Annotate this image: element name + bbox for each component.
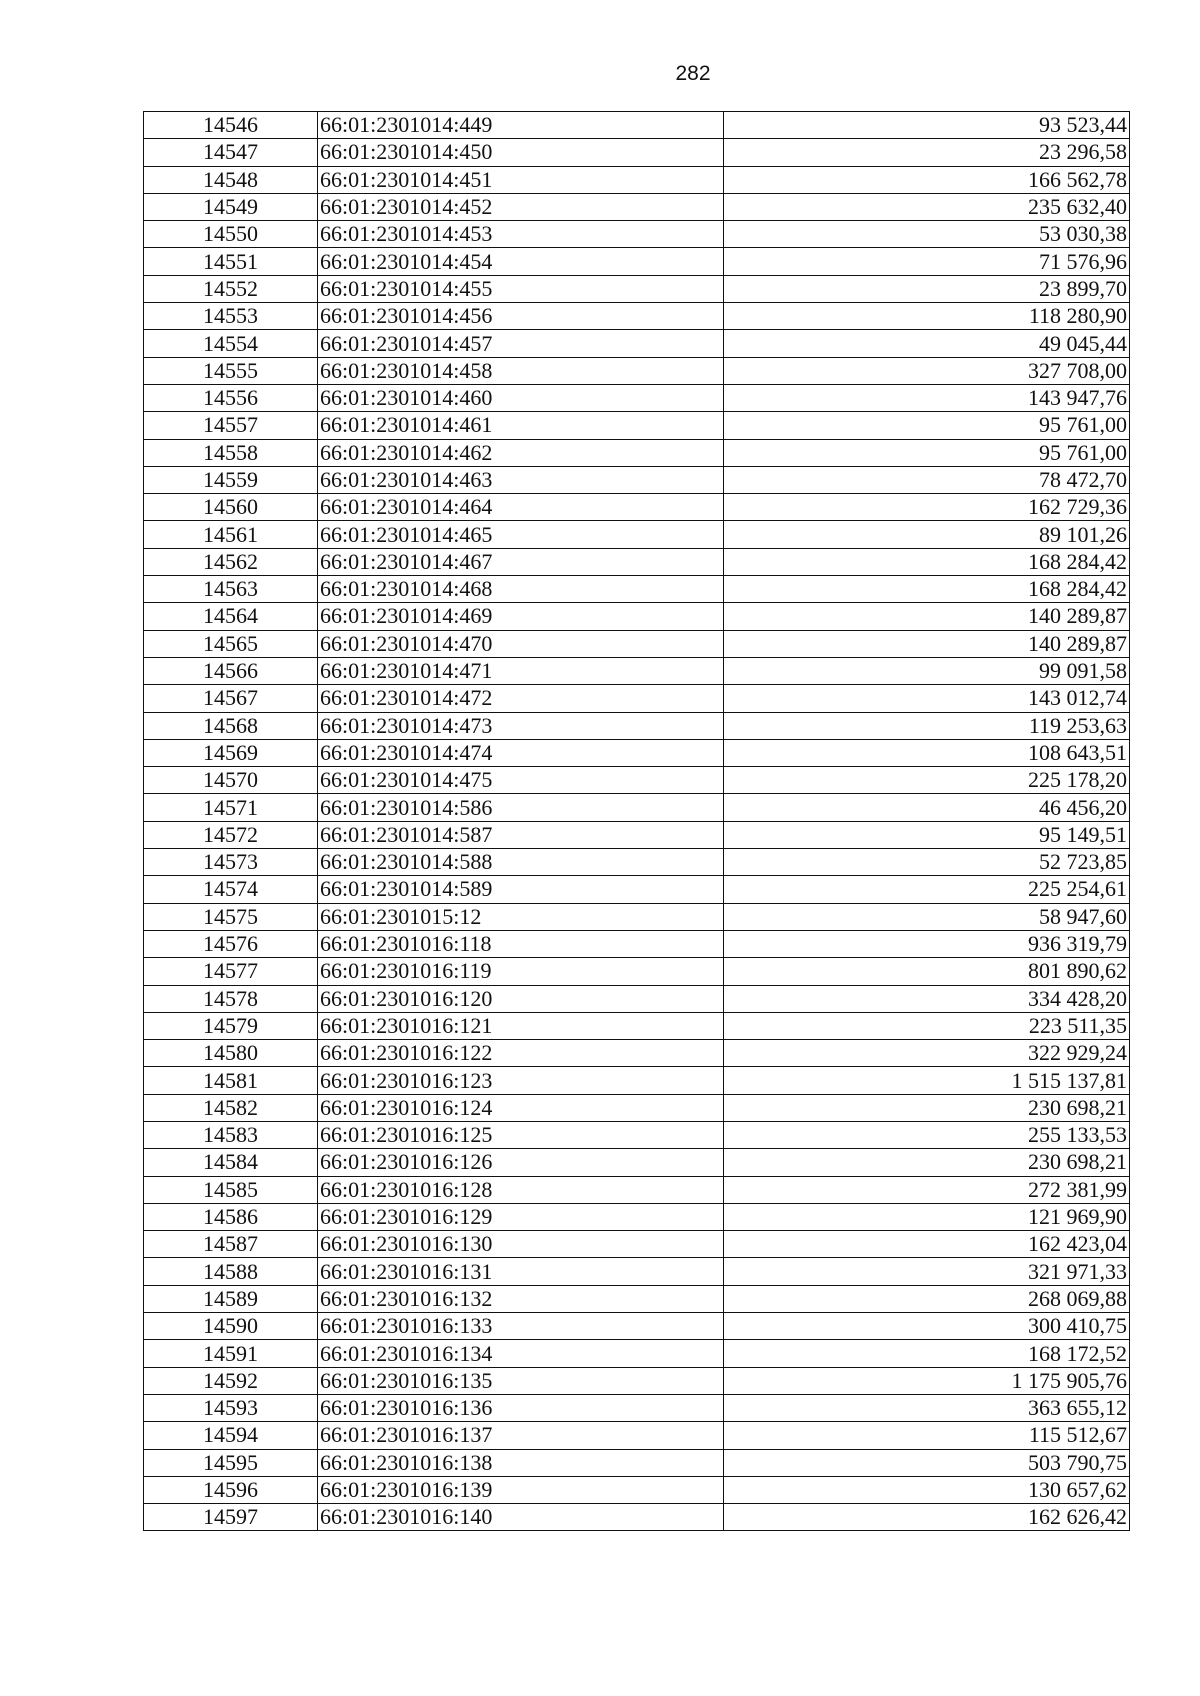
cadastral-number: 66:01:2301014:455 bbox=[318, 275, 724, 302]
value-amount: 162 423,04 bbox=[724, 1231, 1130, 1258]
table-row bbox=[144, 275, 1130, 302]
value-amount: 130 657,62 bbox=[724, 1476, 1130, 1503]
value-amount: 327 708,00 bbox=[724, 357, 1130, 384]
table-row bbox=[144, 357, 1130, 384]
value-amount: 168 172,52 bbox=[724, 1340, 1130, 1367]
row-number: 14588 bbox=[144, 1258, 318, 1285]
table-row bbox=[144, 1476, 1130, 1503]
table-row bbox=[144, 1449, 1130, 1476]
table-row bbox=[144, 1067, 1130, 1094]
value-amount: 936 319,79 bbox=[724, 930, 1130, 957]
row-number: 14586 bbox=[144, 1203, 318, 1230]
value-amount: 268 069,88 bbox=[724, 1285, 1130, 1312]
table-row bbox=[144, 303, 1130, 330]
row-number: 14547 bbox=[144, 139, 318, 166]
table-row bbox=[144, 384, 1130, 411]
cadastral-number: 66:01:2301016:129 bbox=[318, 1203, 724, 1230]
value-amount: 99 091,58 bbox=[724, 657, 1130, 684]
row-number: 14594 bbox=[144, 1422, 318, 1449]
table-row bbox=[144, 330, 1130, 357]
row-number: 14581 bbox=[144, 1067, 318, 1094]
table-row bbox=[144, 1504, 1130, 1531]
row-number: 14567 bbox=[144, 685, 318, 712]
cadastral-number: 66:01:2301014:456 bbox=[318, 303, 724, 330]
row-number: 14549 bbox=[144, 193, 318, 220]
cadastral-number: 66:01:2301014:454 bbox=[318, 248, 724, 275]
cadastral-number: 66:01:2301016:130 bbox=[318, 1231, 724, 1258]
row-number: 14553 bbox=[144, 303, 318, 330]
cadastral-number: 66:01:2301016:135 bbox=[318, 1367, 724, 1394]
table-row bbox=[144, 739, 1130, 766]
table-row bbox=[144, 1258, 1130, 1285]
value-amount: 230 698,21 bbox=[724, 1149, 1130, 1176]
value-amount: 140 289,87 bbox=[724, 630, 1130, 657]
cadastral-number: 66:01:2301014:473 bbox=[318, 712, 724, 739]
row-number: 14562 bbox=[144, 548, 318, 575]
value-amount: 223 511,35 bbox=[724, 1012, 1130, 1039]
table-row bbox=[144, 712, 1130, 739]
table-row bbox=[144, 521, 1130, 548]
cadastral-number: 66:01:2301016:133 bbox=[318, 1313, 724, 1340]
value-amount: 93 523,44 bbox=[724, 112, 1130, 139]
value-amount: 140 289,87 bbox=[724, 603, 1130, 630]
value-amount: 168 284,42 bbox=[724, 576, 1130, 603]
row-number: 14571 bbox=[144, 794, 318, 821]
table-row bbox=[144, 1340, 1130, 1367]
table-row bbox=[144, 685, 1130, 712]
value-amount: 95 149,51 bbox=[724, 821, 1130, 848]
value-amount: 334 428,20 bbox=[724, 985, 1130, 1012]
table-row bbox=[144, 1422, 1130, 1449]
value-amount: 95 761,00 bbox=[724, 439, 1130, 466]
row-number: 14574 bbox=[144, 876, 318, 903]
cadastral-number: 66:01:2301015:12 bbox=[318, 903, 724, 930]
cadastral-number: 66:01:2301014:470 bbox=[318, 630, 724, 657]
value-amount: 321 971,33 bbox=[724, 1258, 1130, 1285]
cadastral-number: 66:01:2301014:467 bbox=[318, 548, 724, 575]
cadastral-number: 66:01:2301014:464 bbox=[318, 494, 724, 521]
value-amount: 115 512,67 bbox=[724, 1422, 1130, 1449]
table-row bbox=[144, 1121, 1130, 1148]
table-row bbox=[144, 576, 1130, 603]
table-row bbox=[144, 112, 1130, 139]
row-number: 14558 bbox=[144, 439, 318, 466]
row-number: 14564 bbox=[144, 603, 318, 630]
table-row bbox=[144, 548, 1130, 575]
cadastral-number: 66:01:2301014:474 bbox=[318, 739, 724, 766]
table-row bbox=[144, 1094, 1130, 1121]
cadastral-number: 66:01:2301014:469 bbox=[318, 603, 724, 630]
table-row bbox=[144, 1012, 1130, 1039]
cadastral-number: 66:01:2301016:137 bbox=[318, 1422, 724, 1449]
row-number: 14583 bbox=[144, 1121, 318, 1148]
row-number: 14584 bbox=[144, 1149, 318, 1176]
table-row bbox=[144, 1176, 1130, 1203]
row-number: 14596 bbox=[144, 1476, 318, 1503]
cadastral-number: 66:01:2301016:134 bbox=[318, 1340, 724, 1367]
table-row bbox=[144, 767, 1130, 794]
table-row bbox=[144, 903, 1130, 930]
row-number: 14555 bbox=[144, 357, 318, 384]
cadastral-number: 66:01:2301014:475 bbox=[318, 767, 724, 794]
cadastral-number: 66:01:2301016:139 bbox=[318, 1476, 724, 1503]
table-row bbox=[144, 958, 1130, 985]
row-number: 14591 bbox=[144, 1340, 318, 1367]
value-amount: 168 284,42 bbox=[724, 548, 1130, 575]
row-number: 14559 bbox=[144, 466, 318, 493]
cadastral-number: 66:01:2301016:122 bbox=[318, 1040, 724, 1067]
cadastral-number: 66:01:2301016:131 bbox=[318, 1258, 724, 1285]
cadastral-number: 66:01:2301014:462 bbox=[318, 439, 724, 466]
row-number: 14579 bbox=[144, 1012, 318, 1039]
row-number: 14575 bbox=[144, 903, 318, 930]
table-row bbox=[144, 849, 1130, 876]
row-number: 14572 bbox=[144, 821, 318, 848]
cadastral-number: 66:01:2301014:472 bbox=[318, 685, 724, 712]
cadastral-number: 66:01:2301016:128 bbox=[318, 1176, 724, 1203]
table-row bbox=[144, 439, 1130, 466]
value-amount: 801 890,62 bbox=[724, 958, 1130, 985]
value-amount: 1 175 905,76 bbox=[724, 1367, 1130, 1394]
cadastral-number: 66:01:2301016:120 bbox=[318, 985, 724, 1012]
row-number: 14565 bbox=[144, 630, 318, 657]
value-amount: 322 929,24 bbox=[724, 1040, 1130, 1067]
row-number: 14556 bbox=[144, 384, 318, 411]
row-number: 14563 bbox=[144, 576, 318, 603]
table-row bbox=[144, 1394, 1130, 1421]
row-number: 14589 bbox=[144, 1285, 318, 1312]
cadastral-number: 66:01:2301014:450 bbox=[318, 139, 724, 166]
value-amount: 89 101,26 bbox=[724, 521, 1130, 548]
table-row bbox=[144, 193, 1130, 220]
cadastral-number: 66:01:2301016:121 bbox=[318, 1012, 724, 1039]
table-row bbox=[144, 139, 1130, 166]
row-number: 14582 bbox=[144, 1094, 318, 1121]
cadastral-number: 66:01:2301016:138 bbox=[318, 1449, 724, 1476]
cadastral-number: 66:01:2301014:461 bbox=[318, 412, 724, 439]
table-row bbox=[144, 1285, 1130, 1312]
cadastral-number: 66:01:2301016:125 bbox=[318, 1121, 724, 1148]
table-row bbox=[144, 166, 1130, 193]
cadastral-number: 66:01:2301014:471 bbox=[318, 657, 724, 684]
row-number: 14573 bbox=[144, 849, 318, 876]
table-row bbox=[144, 603, 1130, 630]
value-amount: 143 947,76 bbox=[724, 384, 1130, 411]
value-amount: 118 280,90 bbox=[724, 303, 1130, 330]
value-amount: 166 562,78 bbox=[724, 166, 1130, 193]
value-amount: 272 381,99 bbox=[724, 1176, 1130, 1203]
cadastral-number: 66:01:2301014:588 bbox=[318, 849, 724, 876]
value-amount: 503 790,75 bbox=[724, 1449, 1130, 1476]
row-number: 14578 bbox=[144, 985, 318, 1012]
row-number: 14593 bbox=[144, 1394, 318, 1421]
table-row bbox=[144, 1367, 1130, 1394]
cadastral-number: 66:01:2301016:118 bbox=[318, 930, 724, 957]
value-amount: 121 969,90 bbox=[724, 1203, 1130, 1230]
row-number: 14592 bbox=[144, 1367, 318, 1394]
row-number: 14595 bbox=[144, 1449, 318, 1476]
table-row bbox=[144, 412, 1130, 439]
row-number: 14580 bbox=[144, 1040, 318, 1067]
table-body bbox=[144, 112, 1130, 1531]
table-row bbox=[144, 221, 1130, 248]
cadastral-number: 66:01:2301014:449 bbox=[318, 112, 724, 139]
row-number: 14577 bbox=[144, 958, 318, 985]
row-number: 14585 bbox=[144, 1176, 318, 1203]
row-number: 14552 bbox=[144, 275, 318, 302]
cadastral-number: 66:01:2301016:123 bbox=[318, 1067, 724, 1094]
value-amount: 58 947,60 bbox=[724, 903, 1130, 930]
value-amount: 23 899,70 bbox=[724, 275, 1130, 302]
page-number: 282 bbox=[675, 62, 711, 85]
table-row bbox=[144, 1040, 1130, 1067]
row-number: 14570 bbox=[144, 767, 318, 794]
cadastral-number: 66:01:2301016:126 bbox=[318, 1149, 724, 1176]
table-row bbox=[144, 1313, 1130, 1340]
cadastral-number: 66:01:2301016:132 bbox=[318, 1285, 724, 1312]
value-amount: 225 254,61 bbox=[724, 876, 1130, 903]
table-row bbox=[144, 1149, 1130, 1176]
value-amount: 49 045,44 bbox=[724, 330, 1130, 357]
value-amount: 300 410,75 bbox=[724, 1313, 1130, 1340]
table-row bbox=[144, 630, 1130, 657]
cadastral-number: 66:01:2301014:460 bbox=[318, 384, 724, 411]
row-number: 14597 bbox=[144, 1504, 318, 1531]
value-amount: 162 626,42 bbox=[724, 1504, 1130, 1531]
cadastral-number: 66:01:2301016:124 bbox=[318, 1094, 724, 1121]
value-amount: 255 133,53 bbox=[724, 1121, 1130, 1148]
cadastral-number: 66:01:2301014:589 bbox=[318, 876, 724, 903]
table-row bbox=[144, 248, 1130, 275]
value-amount: 52 723,85 bbox=[724, 849, 1130, 876]
cadastral-number: 66:01:2301014:468 bbox=[318, 576, 724, 603]
value-amount: 119 253,63 bbox=[724, 712, 1130, 739]
row-number: 14557 bbox=[144, 412, 318, 439]
cadastral-table bbox=[143, 111, 1130, 1531]
table-row bbox=[144, 821, 1130, 848]
cadastral-number: 66:01:2301014:465 bbox=[318, 521, 724, 548]
cadastral-number: 66:01:2301014:452 bbox=[318, 193, 724, 220]
table-row bbox=[144, 494, 1130, 521]
value-amount: 225 178,20 bbox=[724, 767, 1130, 794]
cadastral-number: 66:01:2301014:586 bbox=[318, 794, 724, 821]
cadastral-number: 66:01:2301016:140 bbox=[318, 1504, 724, 1531]
row-number: 14561 bbox=[144, 521, 318, 548]
table-row bbox=[144, 1203, 1130, 1230]
table-row bbox=[144, 794, 1130, 821]
table-row bbox=[144, 657, 1130, 684]
row-number: 14590 bbox=[144, 1313, 318, 1340]
value-amount: 78 472,70 bbox=[724, 466, 1130, 493]
row-number: 14587 bbox=[144, 1231, 318, 1258]
cadastral-number: 66:01:2301014:451 bbox=[318, 166, 724, 193]
value-amount: 230 698,21 bbox=[724, 1094, 1130, 1121]
value-amount: 46 456,20 bbox=[724, 794, 1130, 821]
row-number: 14554 bbox=[144, 330, 318, 357]
row-number: 14566 bbox=[144, 657, 318, 684]
value-amount: 363 655,12 bbox=[724, 1394, 1130, 1421]
table-row bbox=[144, 466, 1130, 493]
cadastral-number: 66:01:2301014:457 bbox=[318, 330, 724, 357]
cadastral-number: 66:01:2301014:587 bbox=[318, 821, 724, 848]
cadastral-number: 66:01:2301016:119 bbox=[318, 958, 724, 985]
row-number: 14546 bbox=[144, 112, 318, 139]
cadastral-number: 66:01:2301014:463 bbox=[318, 466, 724, 493]
cadastral-number: 66:01:2301014:453 bbox=[318, 221, 724, 248]
value-amount: 162 729,36 bbox=[724, 494, 1130, 521]
value-amount: 71 576,96 bbox=[724, 248, 1130, 275]
value-amount: 53 030,38 bbox=[724, 221, 1130, 248]
cadastral-number: 66:01:2301014:458 bbox=[318, 357, 724, 384]
value-amount: 235 632,40 bbox=[724, 193, 1130, 220]
row-number: 14551 bbox=[144, 248, 318, 275]
row-number: 14568 bbox=[144, 712, 318, 739]
table-row bbox=[144, 876, 1130, 903]
cadastral-number: 66:01:2301016:136 bbox=[318, 1394, 724, 1421]
row-number: 14576 bbox=[144, 930, 318, 957]
table-row bbox=[144, 930, 1130, 957]
table-row bbox=[144, 985, 1130, 1012]
row-number: 14550 bbox=[144, 221, 318, 248]
row-number: 14560 bbox=[144, 494, 318, 521]
row-number: 14569 bbox=[144, 739, 318, 766]
value-amount: 95 761,00 bbox=[724, 412, 1130, 439]
value-amount: 23 296,58 bbox=[724, 139, 1130, 166]
value-amount: 108 643,51 bbox=[724, 739, 1130, 766]
value-amount: 1 515 137,81 bbox=[724, 1067, 1130, 1094]
value-amount: 143 012,74 bbox=[724, 685, 1130, 712]
table-row bbox=[144, 1231, 1130, 1258]
row-number: 14548 bbox=[144, 166, 318, 193]
